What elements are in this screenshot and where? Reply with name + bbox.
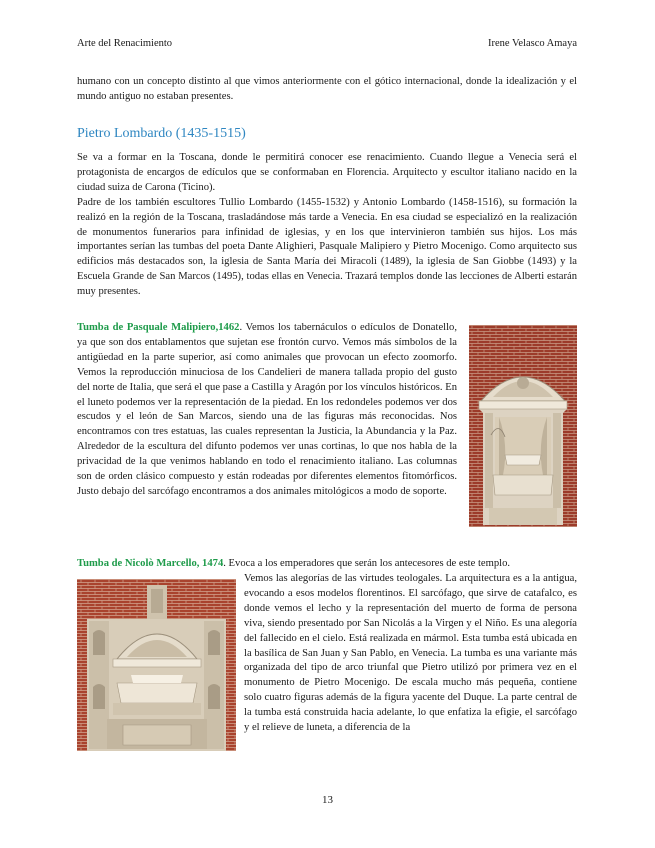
intro-paragraph: humano con un concepto distinto al que vimos anteriormente con el gótico internacional, donde la idealización y el mundo antiguo no estaban presentes. — [77, 76, 577, 102]
bio-paragraph: Se va a formar en la Toscana, donde le permitirá conocer ese renacimiento. Cuando llegue a Venecia será el protagonista de encargos de edículos que se conformaban en Florencia. Arquitecto y escultor italiano nacido en la ciudad suiza de Carona (Ticino). — [77, 152, 577, 193]
tomb1-text: . Vemos los tabernáculos o edículos de Donatello, ya que son dos entablamentos que sujetan ese frontón curvo. Vemos más símbolos de la antigüedad en la parte superior, así como animales que provocan un efecto zoomorfo. Vemos la reproducción minuciosa de los Candelieri de manera tallada propio del gusto del norte de Italia, que será el que pase a Castilla y Aragón por los vínculos históricos. En el luneto podemos ver la representación de la piedad. En los redondeles podemos ver dos escudos y el león de San Marcos, siendo una de las figuras más reconocidas. Nos encontramos con tres estatuas, las cuales representan la Justicia, la Abundancia y la Paz. Alrededor de la escultura del difunto podemos ver unas cortinas, lo que nos habla de la privacidad de la que venimos hablando en todo el renacimiento italiano. Las columnas son de orden clásico compuesto y están rodeadas por diferentes elementos fitomórficos. Justo debajo del sarcófago encontramos a dos animales mitológicos a modo de soporte. — [77, 322, 457, 497]
tomb-marcello-image — [77, 579, 236, 751]
tomb2-paragraph: Vemos las alegorías de las virtudes teologales. La arquitectura es a la antigua, evocando a esos modelos florentinos. El sarcófago, que sirve de catafalco, es donde vemos el lecho y la representación del muerto de forma de persona viva, siendo presentado por San Nicolás a la Virgen y el Niño. Es una alegoría del fallecido en el cielo. Está realizada en mármol. Esta tumba está ubicada en la basílica de San Juan y San Pablo, en Venecia. La tumba es una variante más organizada del tipo de arco triunfal que Pietro utilizó por primera vez en el monumento de Pietro Mocenigo. De escala mucho más pequeña, contiene solo cuatro figuras además de la figura yacente del Duque. La parte central de la tumba está construida hacia adelante, lo que enfatiza la efigie, el sarcófago y el relieve de luneta, a diferencia de la — [244, 573, 577, 734]
tomb-malipiero-image — [469, 325, 577, 527]
bio-paragraph: Padre de los también escultores Tullio Lombardo (1455-1532) y Antonio Lombardo (1458-1516), su formación la realizó en la región de la Toscana, trasladándose más tarde a Venecia. En esa ciudad se especializó en la realización de monumentos funerarios para infinidad de iglesias, y en los que intervinieron también sus hijos. Los más importantes serían las tumbas del poeta Dante Alighieri, Pasquale Malipiero y Pietro Mocenigo. Como arquitecto sus edificios más destacados son, la iglesia de Santa María dei Miracoli (1489), la iglesia de San Giobbe (1493) y la Escuela Grande de San Marcos (1495), todas ellas en Venecia. Trazará templos donde las lecciones de Alberti estarán muy presentes. — [77, 196, 577, 298]
tomb2-intro — [77, 557, 577, 572]
page-number: 13 — [322, 794, 333, 806]
page-header — [77, 38, 577, 49]
tomb1-paragraph — [77, 321, 457, 500]
tomb2-text-first: . Evoca a los emperadores que serán los antecesores de este templo. — [223, 558, 511, 569]
header-right: Irene Velasco Amaya — [487, 38, 577, 49]
section-title: Pietro Lombardo (1435-1515) — [77, 126, 246, 141]
header-left: Arte del Renacimiento — [77, 38, 173, 49]
bio-section — [77, 151, 577, 300]
tomb1-title: Tumba de Pasquale Malipiero,1462 — [77, 322, 240, 333]
tomb2-title: Tumba de Nicolò Marcello, 1474 — [77, 558, 224, 569]
